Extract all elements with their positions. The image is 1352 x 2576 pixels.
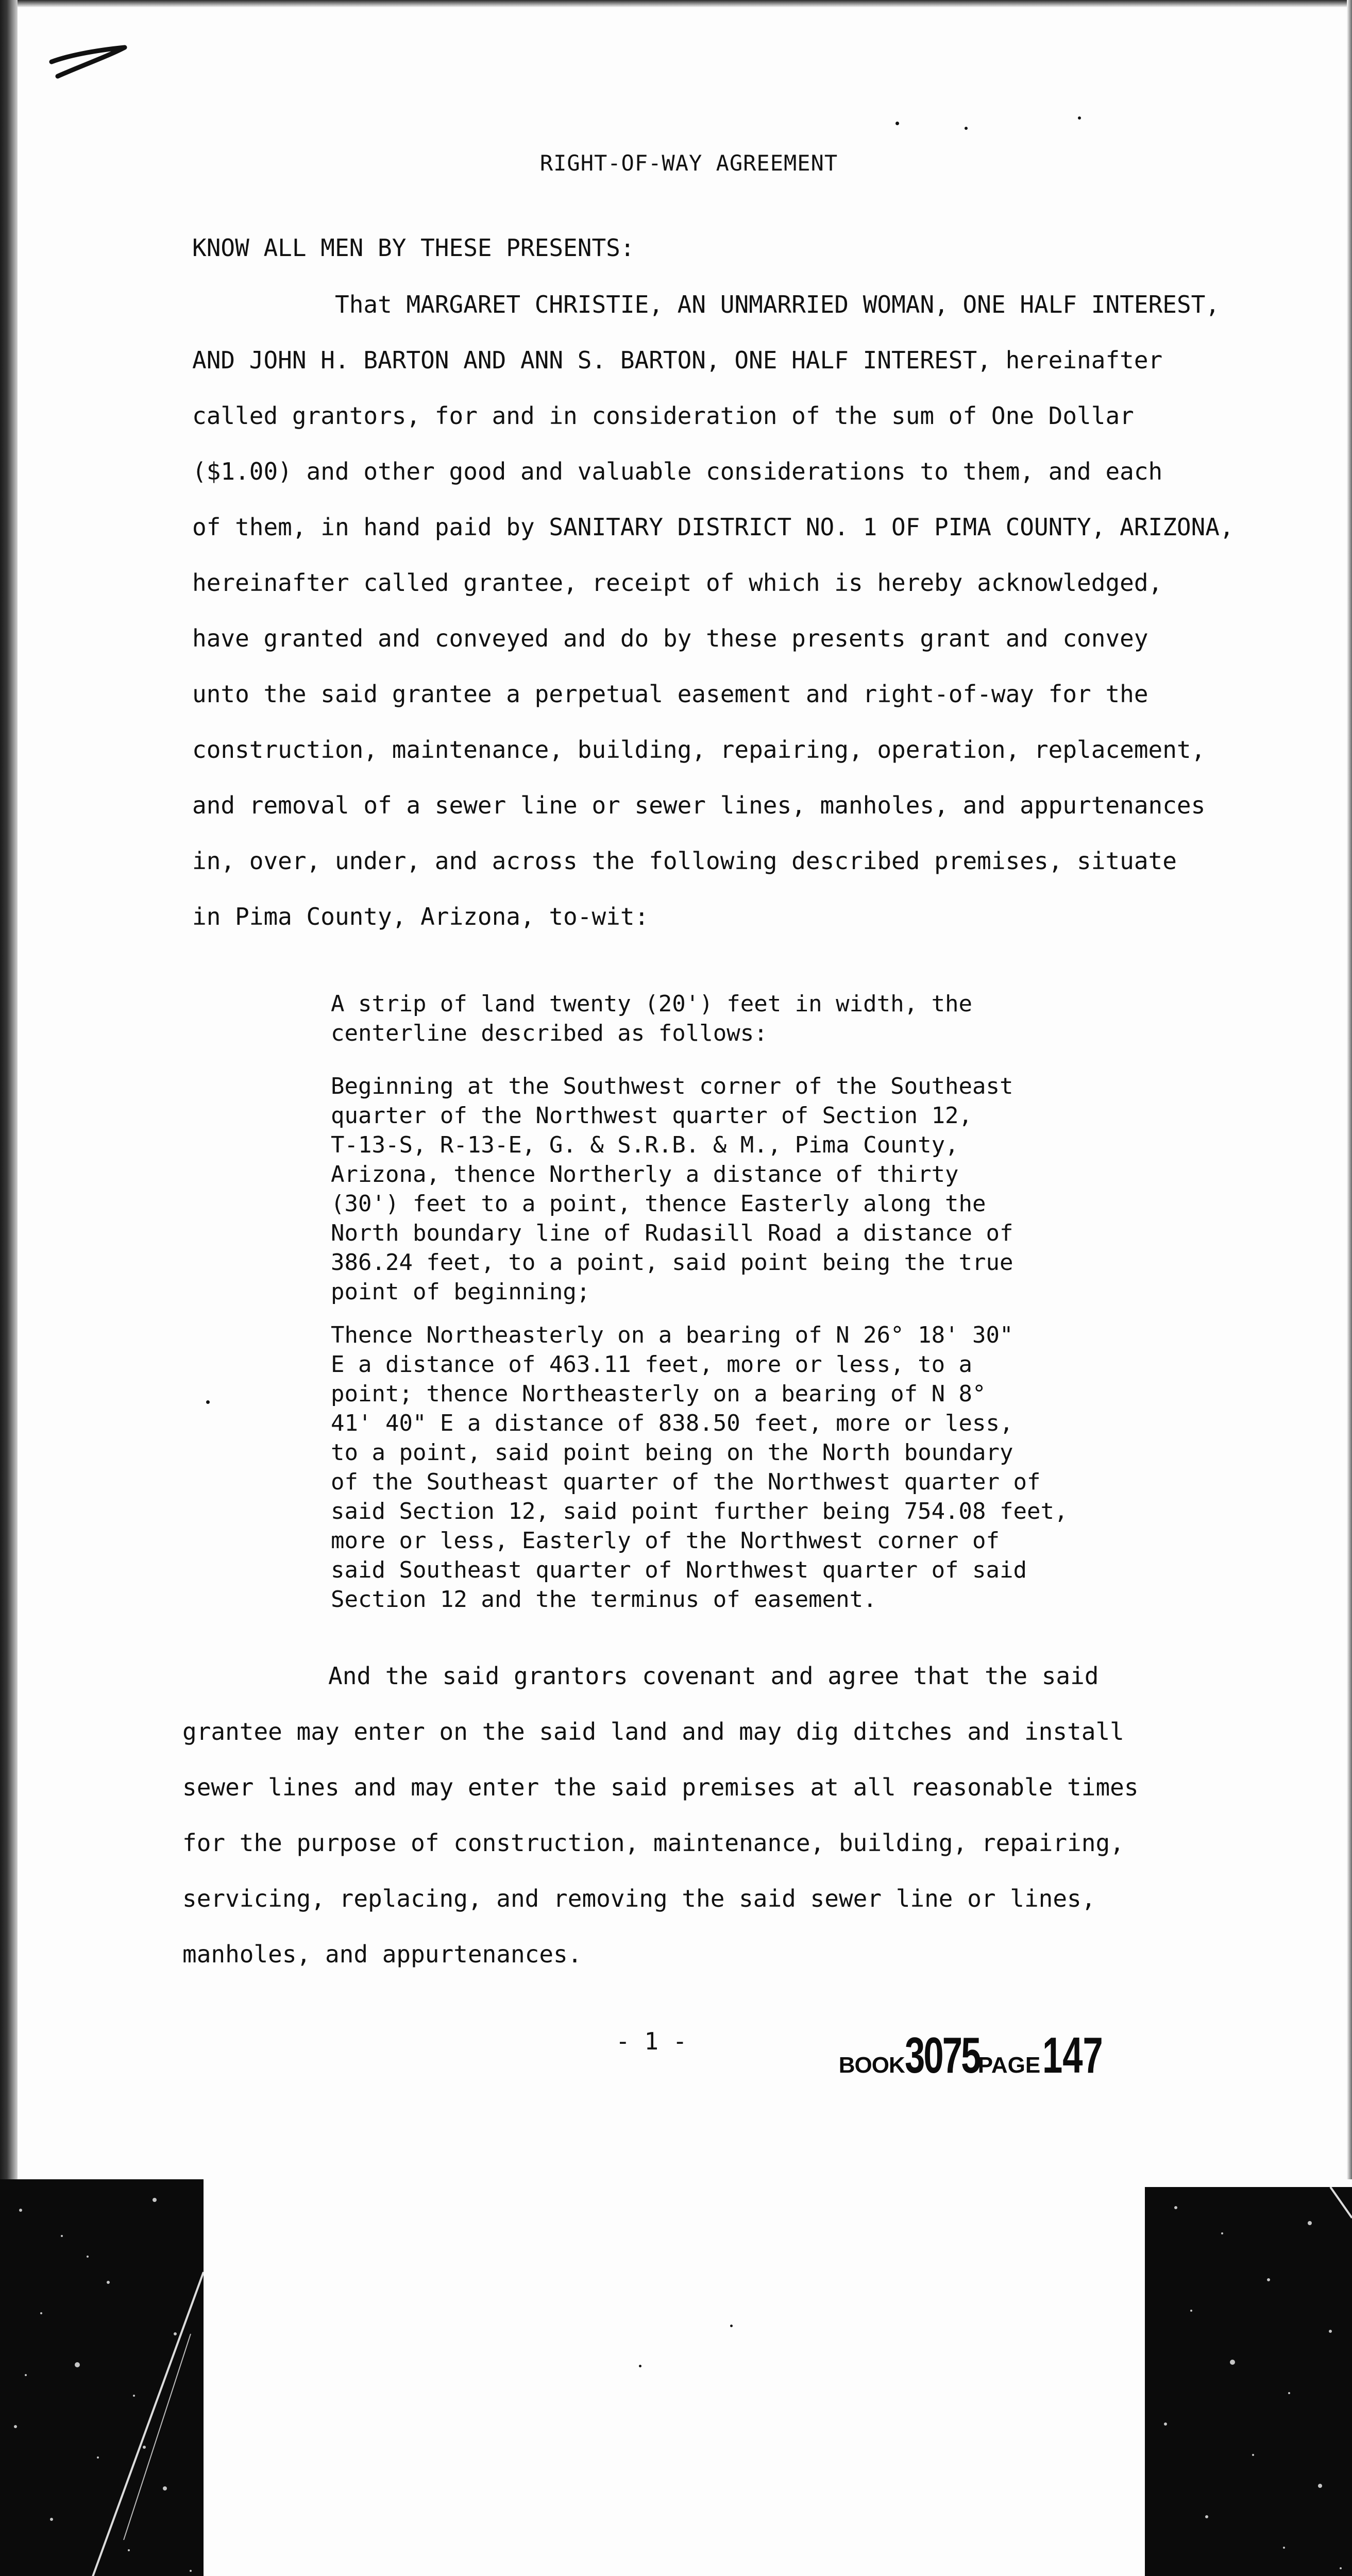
scan-speck [895,122,899,125]
scan-left-edge [0,0,18,2179]
description-line: Section 12 and the terminus of easement. [331,1586,877,1613]
paragraph1-line: have granted and conveyed and do by these presents grant and convey [192,624,1148,652]
description-line: Thence Northeasterly on a bearing of N 26° 18' 30" [331,1322,1013,1348]
paragraph1-line: of them, in hand paid by SANITARY DISTRICT NO. 1 OF PIMA COUNTY, ARIZONA, [192,513,1234,541]
scan-noise-right [1145,2187,1352,2576]
book-page-stamp [830,2017,1127,2094]
description-line: centerline described as follows: [331,1020,768,1046]
document-title: RIGHT-OF-WAY AGREEMENT [539,150,838,176]
paragraph1-line: called grantors, for and in consideration of the sum of One Dollar [192,402,1134,430]
description-line: 41' 40" E a distance of 838.50 feet, more or less, [331,1410,1013,1436]
description-line: North boundary line of Rudasill Road a distance of [331,1220,1013,1246]
description-line: said Section 12, said point further being 754.08 feet, [331,1498,1068,1524]
scan-right-edge [1347,0,1352,2179]
scan-speck [965,127,968,130]
paragraph2-line: sewer lines and may enter the said premises at all reasonable times [182,1773,1139,1801]
description-line: 386.24 feet, to a point, said point being the true [331,1249,1013,1276]
paragraph2-line: manholes, and appurtenances. [182,1940,582,1968]
opening-line: KNOW ALL MEN BY THESE PRESENTS: [192,234,635,262]
paragraph1-line: hereinafter called grantee, receipt of which is hereby acknowledged, [192,569,1163,597]
scan-speck [730,2325,733,2327]
description-line: E a distance of 463.11 feet, more or less, to a [331,1351,973,1378]
description-line: point; thence Northeasterly on a bearing of N 8° [331,1381,986,1407]
paragraph1-line: and removal of a sewer line or sewer lines, manholes, and appurtenances [192,791,1206,819]
scan-speck [1078,116,1081,120]
paragraph1-line: ($1.00) and other good and valuable considerations to them, and each [192,457,1163,485]
description-line: said Southeast quarter of Northwest quarter of said [331,1557,1027,1583]
paragraph2-line: for the purpose of construction, maintenance, building, repairing, [182,1829,1124,1857]
page-value: 147 [1042,2027,1103,2083]
scan-noise-left [0,2179,204,2576]
paragraph2-line: grantee may enter on the said land and may dig ditches and install [182,1718,1124,1745]
description-line: A strip of land twenty (20') feet in width, the [331,991,973,1017]
paragraph2-line: And the said grantors covenant and agree that the said [328,1662,1099,1690]
scan-speck [206,1400,210,1404]
paragraph1-line: in Pima County, Arizona, to-wit: [192,903,649,930]
book-number: 3075 [904,2027,980,2083]
book-label: BOOK [838,2053,905,2078]
scan-speck [639,2365,641,2367]
page-label: PAGE [977,2053,1041,2078]
paragraph1-line: AND JOHN H. BARTON AND ANN S. BARTON, ONE HALF INTEREST, hereinafter [192,346,1163,374]
paragraph1-line: construction, maintenance, building, repairing, operation, replacement, [192,736,1206,764]
scan-top-edge [0,0,1352,7]
description-line: T-13-S, R-13-E, G. & S.R.B. & M., Pima County, [331,1132,959,1158]
description-line: (30') feet to a point, thence Easterly along the [331,1191,986,1217]
description-line: more or less, Easterly of the Northwest corner of [331,1528,1000,1554]
description-line: quarter of the Northwest quarter of Section 12, [331,1103,973,1129]
description-line: of the Southeast quarter of the Northwest quarter of [331,1469,1041,1495]
handwritten-mark-icon [47,40,135,81]
paragraph1-line: unto the said grantee a perpetual easement and right-of-way for the [192,680,1148,708]
description-line: point of beginning; [331,1279,590,1305]
description-line: to a point, said point being on the North boundary [331,1439,1013,1466]
paragraph1-line: in, over, under, and across the following described premises, situate [192,847,1177,875]
page-number: - 1 - [616,2027,687,2055]
paragraph2-line: servicing, replacing, and removing the said sewer line or lines, [182,1885,1096,1912]
description-line: Beginning at the Southwest corner of the Southeast [331,1073,1013,1099]
paragraph1-line: That MARGARET CHRISTIE, AN UNMARRIED WOMAN, ONE HALF INTEREST, [335,291,1220,318]
description-line: Arizona, thence Northerly a distance of thirty [331,1161,959,1188]
